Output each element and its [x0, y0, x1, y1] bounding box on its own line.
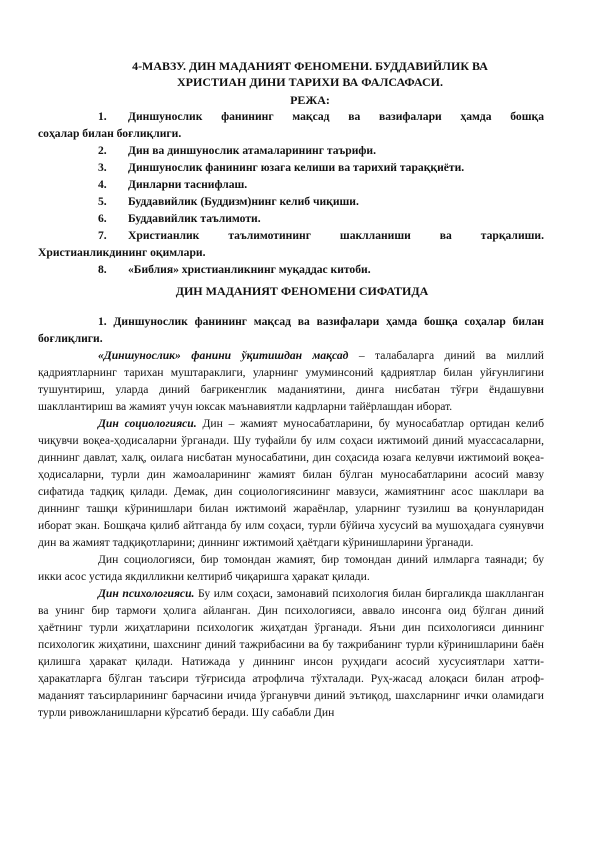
- section-heading: ДИН МАДАНИЯТ ФЕНОМЕНИ СИФАТИДА: [175, 284, 429, 298]
- plan-item-8: 8. «Библия» христианликнинг муқаддас китоби.: [98, 263, 371, 276]
- plan-item-4: 4. Динларни таснифлаш.: [98, 178, 248, 191]
- paragraph-2-text: – талабаларга диний ва миллий қадриятларнинг тарихан муштараклиги, уларнинг умуминсоний қадриятлар билан уйғунлигини тушунтириш, уларда диний бағрикенглик маданиятини, динга нисбатан тўғри ёндашувни шакллантириш ва жамият учун юксак маънавиятли кадрларни тайёрлашдан иборат.: [38, 349, 544, 413]
- plan-item-2: 2. Дин ва диншунослик атамаларининг таърифи.: [98, 144, 376, 157]
- plan-list: [38, 108, 544, 278]
- plan-item-6: 6. Буддавийлик таълимоти.: [98, 212, 261, 225]
- title-line-2: ХРИСТИАН ДИНИ ТАРИХИ ВА ФАЛСАФАСИ.: [177, 75, 443, 89]
- paragraph-2-lead: «Диншунослик» фанини ўқитишдан мақсад: [98, 349, 349, 362]
- paragraph-1: 1. Диншунослик фанининг мақсад ва вазифалари ҳамда бошқа соҳалар билан боғлиқлиги.: [38, 315, 544, 345]
- title-line-1: 4-МАВЗУ. ДИН МАДАНИЯТ ФЕНОМЕНИ. БУДДАВИЙЛИК ВА: [132, 59, 488, 73]
- paragraph-3-text: Дин – жамият муносабатларини, бу муносабатлар ортидан келиб чиқувчи воқеа-ҳодисаларни ўрганади. Шу туфайли бу илм соҳаси ижтимоий диний муассасаларни, диннинг давлат, халқ, оилага нисбатан муносабатини, дин соҳасида юзага келувчи ижтимоий воқеа-ҳодисаларни, турли дин жамоаларининг жамият билан бўлган муносабатларини асосий мавзу сифатида тадқиқ қилади. Демак, дин социологиясининг мавзуси, жамиятнинг асос шакллари ва диннинг ташқи кўринишлари билан ижтимоий жараёнлар, уларнинг тузилиш ва қонунларидан иборат экан. Бошқача қилиб айтганда бу илм соҳаси, турли бўйича хусусий ва мушоҳадага суянувчи дин ва жамият тадқиқотларини; диннинг ижтимоий ҳаётдаги кўринишларини ўрганади.: [38, 417, 544, 549]
- paragraph-5-lead: Дин психологияси.: [98, 587, 195, 600]
- plan-item-7: 7. Христианлик таълимотининг шаклланиши ва тарқалиши. Христианликдининг оқимлари.: [38, 229, 544, 259]
- body-text: [38, 313, 544, 721]
- plan-label: РЕЖА:: [290, 93, 330, 107]
- paragraph-5-text: Бу илм соҳаси, замонавий психология билан биргаликда шаклланган ва унинг бир тармоғи ҳолига айланган. Дин психологияси, аввало инсонга оид бўлган диний ҳаётнинг турли жиҳатларини психологик жиҳатдан ўрганади. Яъни дин психологияси диннинг психологик жиҳатини, шахснинг диний тажрибасини ва бу тажрибанинг турли кўринишларини баён қилишга ҳаракат қилади. Натижада у диннинг инсон руҳидаги асосий хусусиятлари хатти-ҳаракатларга бўлган таъсири тўғрисида атрофлича тўхталади. Руҳ-жасад алоқаси билан атроф-маданият таъсирларининг барчасини ичида ўрганувчи диний эътиқод, шахсларнинг ички оламидаги турли ривожланишларни кўрсатиб беради. Шу сабабли Дин: [38, 587, 544, 719]
- paragraph-4: Дин социологияси, бир томондан жамият, бир томондан диний илмларга таянади; бу икки асос устида якдилликни келтириб чиқаришга ҳаракат қилади.: [38, 553, 544, 583]
- plan-item-1: 1. Диншунослик фанининг мақсад ва вазифалари ҳамда бошқа соҳалар билан боғлиқлиги.: [38, 110, 544, 140]
- plan-item-3: 3. Диншунослик фанининг юзага келиши ва тарихий тараққиёти.: [98, 161, 465, 174]
- paragraph-2: [38, 347, 544, 415]
- document-title: [70, 58, 550, 90]
- paragraph-3-lead: Дин социологияси.: [98, 417, 197, 430]
- paragraph-3: [38, 415, 544, 551]
- paragraph-5: [38, 585, 544, 721]
- plan-item-5: 5. Буддавийлик (Буддизм)нинг келиб чиқиши.: [98, 195, 359, 208]
